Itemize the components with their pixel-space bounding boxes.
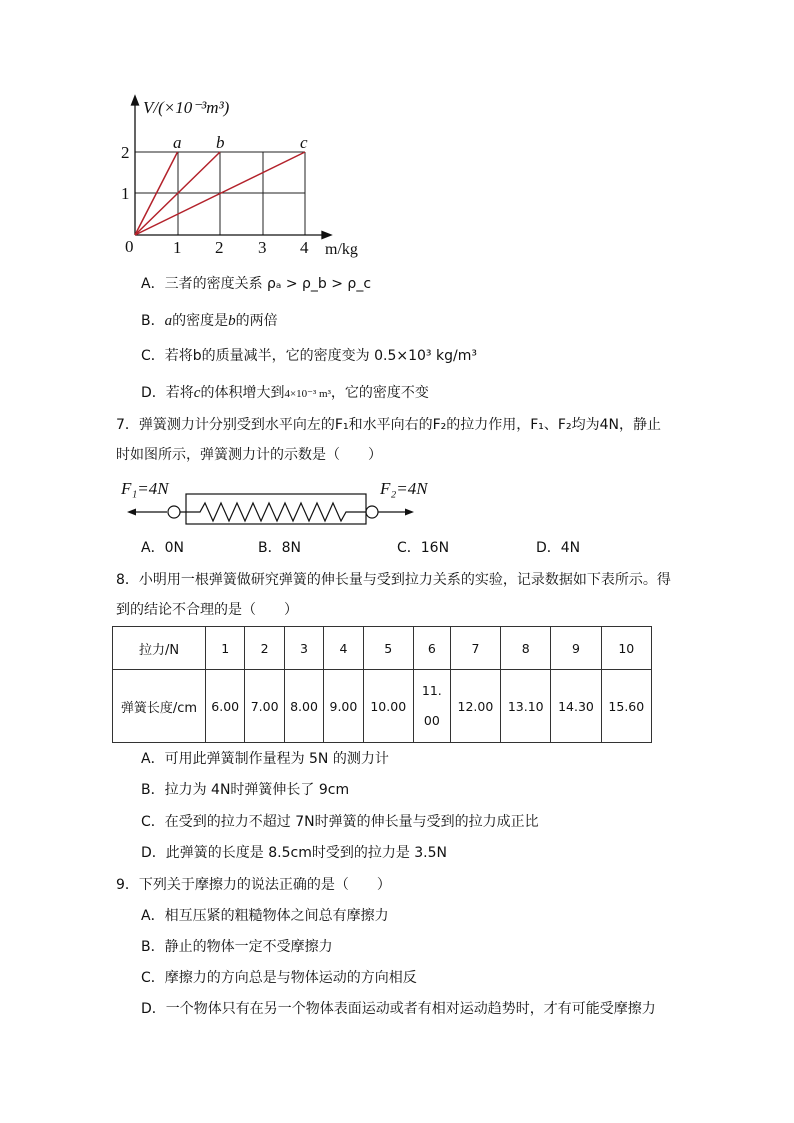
q8-stem-line1: 8．小明用一根弹簧做研究弹簧的伸长量与受到拉力关系的实验，记录数据如下表所示。得 [116, 572, 671, 588]
q8-stem-line2: 到的结论不合理的是（ ） [116, 602, 298, 618]
table-row-length [113, 670, 652, 743]
table-cell: 12.00 [450, 670, 500, 743]
q9-stem: 9．下列关于摩擦力的说法正确的是（ ） [116, 877, 391, 893]
option-text: 的密度是 [172, 313, 229, 329]
table-cell: 8 [501, 627, 551, 670]
q7-option-b[interactable]: B．8N [258, 540, 301, 556]
x-tick-3: 3 [258, 238, 267, 257]
table-cell: 9 [551, 627, 601, 670]
x-tick-4: 4 [300, 238, 309, 257]
table-cell: 5 [363, 627, 413, 670]
table-cell: 6 [413, 627, 450, 670]
table-cell: 15.60 [601, 670, 651, 743]
var-c: c [193, 385, 201, 401]
table-header-length: 弹簧长度/cm [113, 670, 206, 743]
option-text: ，它的密度不变 [330, 385, 429, 401]
origin-label: 0 [125, 237, 134, 256]
q8-option-c[interactable]: C．在受到的拉力不超过 7N时弹簧的伸长量与受到的拉力成正比 [141, 814, 539, 830]
table-cell: 14.30 [551, 670, 601, 743]
table-cell: 1 [206, 627, 245, 670]
x-axis-label: m/kg [325, 241, 358, 258]
q9-option-b[interactable]: B．静止的物体一定不受摩擦力 [141, 939, 333, 955]
table-cell-text: 11.00 [421, 683, 442, 728]
table-cell: 7.00 [245, 670, 284, 743]
y-tick-2: 2 [121, 143, 130, 162]
q8-option-b[interactable]: B．拉力为 4N时弹簧伸长了 9cm [141, 782, 350, 798]
x-tick-1: 1 [173, 238, 182, 257]
table-cell: 4 [324, 627, 363, 670]
spring-coil [180, 503, 366, 521]
left-ring [168, 506, 180, 518]
q6-option-a[interactable]: A．三者的密度关系 ρₐ > ρ_b > ρ_c [141, 276, 372, 292]
line-label-c: c [300, 133, 308, 152]
var-a: a [164, 313, 173, 329]
q6-option-c[interactable]: C．若将b的质量减半，它的密度变为 0.5×10³ kg/m³ [141, 348, 477, 364]
line-label-b: b [216, 133, 225, 152]
volume-value: 4×10⁻³ m³ [284, 388, 331, 400]
table-cell: 8.00 [284, 670, 323, 743]
q9-option-a[interactable]: A．相互压紧的粗糙物体之间总有摩擦力 [141, 908, 389, 924]
q6-option-b[interactable] [141, 311, 278, 331]
y-axis-label: V/(×10⁻³m³) [143, 98, 230, 117]
table-cell: 6.00 [206, 670, 245, 743]
y-tick-1: 1 [121, 184, 130, 203]
volume-mass-graph [110, 92, 370, 262]
table-cell [413, 670, 450, 743]
table-cell: 9.00 [324, 670, 363, 743]
q7-option-c[interactable]: C．16N [397, 540, 450, 556]
q6-option-d[interactable] [141, 383, 429, 404]
table-cell: 10 [601, 627, 651, 670]
table-cell: 3 [284, 627, 323, 670]
table-header-force: 拉力/N [113, 627, 206, 670]
x-tick-2: 2 [215, 238, 224, 257]
table-row-force [113, 627, 652, 670]
q7-stem-line2: 时如图所示，弹簧测力计的示数是（ ） [116, 447, 382, 463]
table-cell: 10.00 [363, 670, 413, 743]
line-label-a: a [173, 133, 182, 152]
q7-stem-line1: 7．弹簧测力计分别受到水平向左的F₁和水平向右的F₂的拉力作用，F₁、F₂均为4N，静止 [116, 417, 661, 433]
f2-arrow-icon [405, 509, 414, 516]
option-letter: B． [141, 313, 165, 329]
option-text: 的体积增大到 [200, 385, 285, 401]
table-cell: 7 [450, 627, 500, 670]
option-text: 的两倍 [235, 313, 278, 329]
q9-option-c[interactable]: C．摩擦力的方向总是与物体运动的方向相反 [141, 970, 417, 986]
q8-option-d[interactable]: D．此弹簧的长度是 8.5cm时受到的拉力是 3.5N [141, 845, 448, 861]
right-ring [366, 506, 378, 518]
option-text: D．若将 [141, 385, 194, 401]
q7-option-a[interactable]: A．0N [141, 540, 184, 556]
x-axis-arrow [322, 232, 331, 239]
f2-label: F₂=4N [380, 479, 428, 498]
q7-option-d[interactable]: D．4N [536, 540, 581, 556]
spring-data-table [112, 626, 652, 743]
spring-scale-figure [118, 476, 428, 526]
var-b: b [228, 313, 236, 329]
f1-label: F₁=4N [121, 479, 169, 498]
table-cell: 13.10 [501, 670, 551, 743]
y-axis-arrow [132, 96, 139, 105]
f1-arrow-icon [127, 509, 136, 516]
q8-option-a[interactable]: A．可用此弹簧制作量程为 5N 的测力计 [141, 751, 389, 767]
table-cell: 2 [245, 627, 284, 670]
q9-option-d[interactable]: D．一个物体只有在另一个物体表面运动或者有相对运动趋势时，才有可能受摩擦力 [141, 1001, 656, 1017]
